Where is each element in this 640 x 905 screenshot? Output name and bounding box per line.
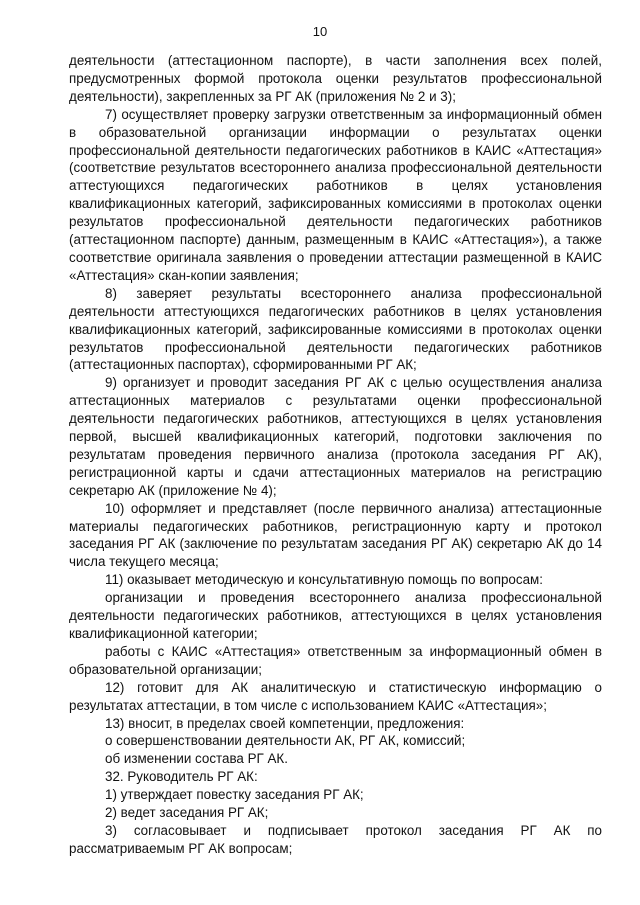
paragraph-32-item-3: 3) согласовывает и подписывает протокол заседания РГ АК по рассматриваемым РГ АК вопросам; bbox=[69, 822, 602, 856]
section-heading-32: 32. Руководитель РГ АК: bbox=[105, 769, 258, 785]
paragraph-continuation: деятельности (аттестационном паспорте), в части заполнения всех полей, предусмотренных формой протокола оценки результатов профессиональной деятельности), закрепленных за РГ АК (приложения № 2 и 3); bbox=[69, 53, 602, 104]
paragraph-32-item-1: 1) утверждает повестку заседания РГ АК; bbox=[105, 787, 364, 803]
paragraph-item-13-sub-1: о совершенствовании деятельности АК, РГ АК, комиссий; bbox=[105, 733, 466, 749]
paragraph-item-11: 11) оказывает методическую и консультативную помощь по вопросам: bbox=[105, 572, 543, 588]
document-body bbox=[69, 52, 602, 858]
paragraph-item-7: 7) осуществляет проверку загрузки ответственным за информационный обмен в образовательной организации информации о результатах оценки профессиональной деятельности педагогических работников в КАИС «Аттестация» (соответствие результатов всестороннего анализа профессиональной деятельности аттестующихся педагогических работников в целях установления квалификационных категорий, зафиксированных комиссиями в протоколах оценки результатов профессиональной деятельности педагогических работников (аттестационном паспорте) данным, размещенным в КАИС «Аттестация»), а также соответствие оригинала заявления о проведении аттестации размещенной в КАИС «Аттестация» скан-копии заявления; bbox=[69, 106, 602, 283]
paragraph-item-9: 9) организует и проводит заседания РГ АК с целью осуществления анализа аттестационных материалов с результатами оценки профессиональной деятельности педагогических работников, аттестующихся в целях установления первой, высшей квалификационных категорий, подготовки заключения по результатам проведения первичного анализа (протокола заседания РГ АК), регистрационной карты и сдачи аттестационных материалов на регистрацию секретарю АК (приложение № 4); bbox=[69, 375, 602, 498]
paragraph-item-8: 8) заверяет результаты всестороннего анализа профессиональной деятельности аттестующихся педагогических работников в целях установления квалификационных категорий, зафиксированные комиссиями в протоколах оценки результатов профессиональной деятельности педагогических работников (аттестационных паспортах), сформированными РГ АК; bbox=[69, 285, 602, 373]
paragraph-item-12: 12) готовит для АК аналитическую и статистическую информацию о результатах аттестации, в том числе с использованием КАИС «Аттестация»; bbox=[69, 679, 602, 713]
paragraph-32-item-2: 2) ведет заседания РГ АК; bbox=[105, 805, 269, 821]
paragraph-item-11-sub-1: организации и проведения всестороннего анализа профессиональной деятельности педагогических работников, аттестующихся в целях установления квалификационной категории; bbox=[69, 590, 602, 641]
paragraph-item-13-sub-2: об изменении состава РГ АК. bbox=[105, 751, 288, 767]
paragraph-item-11-sub-2: работы с КАИС «Аттестация» ответственным за информационный обмен в образовательной организации; bbox=[69, 643, 602, 677]
paragraph-item-13: 13) вносит, в пределах своей компетенции, предложения: bbox=[105, 715, 465, 731]
paragraph-item-10: 10) оформляет и представляет (после первичного анализа) аттестационные материалы педагогических работников, регистрационную карту и протокол заседания РГ АК (заключение по результатам заседания РГ АК) секретарю АК до 14 числа текущего месяца; bbox=[69, 500, 602, 570]
page-number: 10 bbox=[312, 24, 328, 39]
